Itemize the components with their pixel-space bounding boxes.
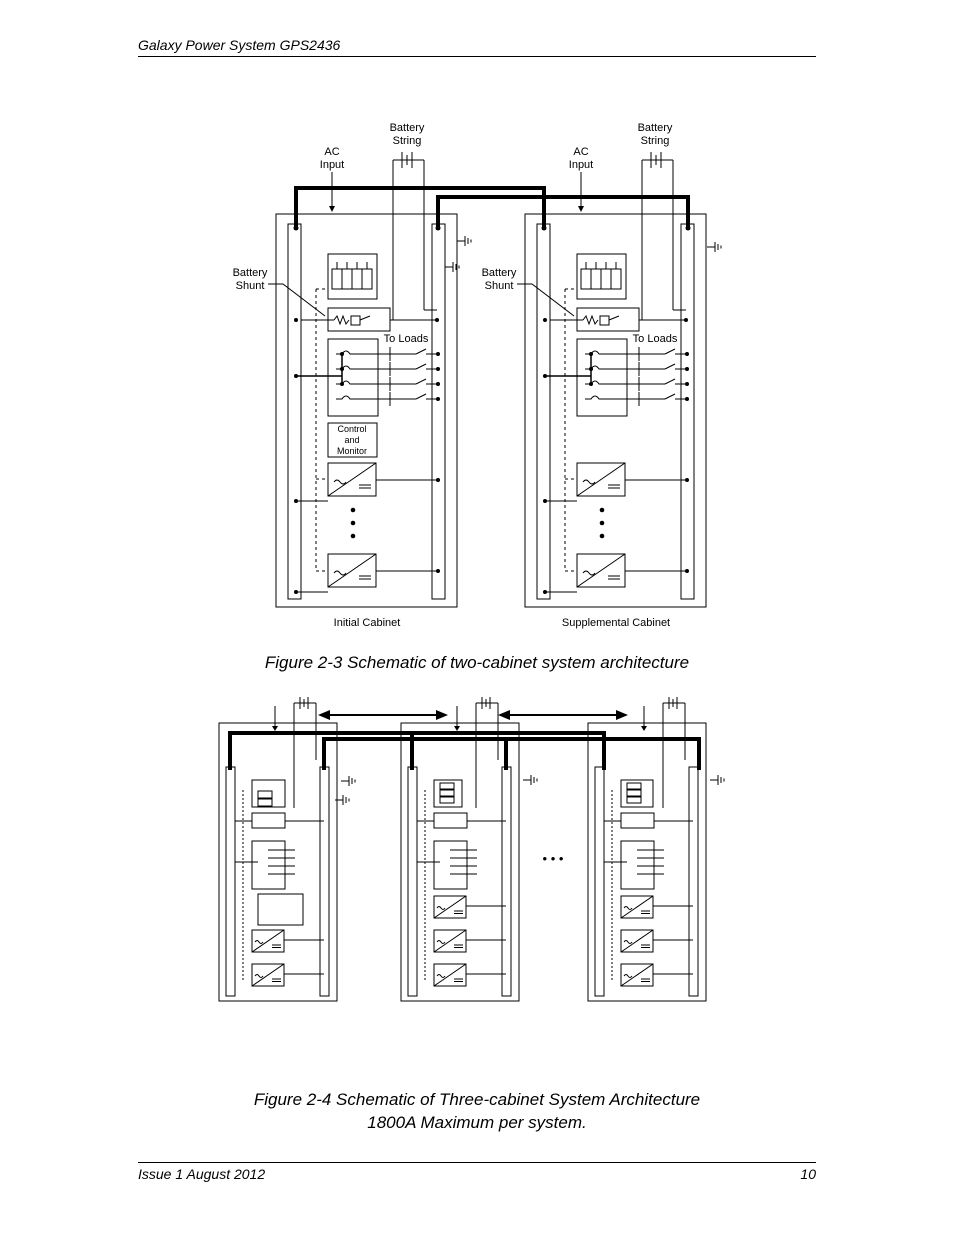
battery-shunt-label-1a: Battery <box>232 267 268 279</box>
to-loads-label-2: To Loads <box>632 333 678 345</box>
control-monitor-label-1: Control <box>337 424 367 434</box>
control-monitor-label-2: and <box>344 435 360 445</box>
ac-input-label-2a: AC <box>573 146 589 158</box>
figure-2-3-caption: Figure 2-3 Schematic of two-cabinet system architecture <box>264 653 690 672</box>
initial-cabinet <box>276 214 457 607</box>
battery-string-1 <box>393 152 437 320</box>
battery-string-label-2a: Battery <box>637 122 673 134</box>
three-cab-control-box <box>258 894 303 925</box>
battery-string-2 <box>642 152 686 320</box>
running-header: Galaxy Power System GPS2436 <box>138 37 341 53</box>
battery-shunt-label-2b: Shunt <box>484 280 514 292</box>
battery-string-label-1b: String <box>392 135 422 147</box>
interconnect-arrow-1 <box>318 710 448 720</box>
battery-shunt-label-1b: Shunt <box>235 280 265 292</box>
figure-2-4-caption-line2: 1800A Maximum per system. <box>367 1113 587 1132</box>
battery-string-label-2b: String <box>640 135 670 147</box>
interconnect-arrow-2 <box>498 710 628 720</box>
page-number: 10 <box>800 1166 816 1182</box>
figure-2-4 <box>219 697 724 1001</box>
initial-cabinet-label: Initial Cabinet <box>333 617 401 629</box>
footer-rule <box>138 1162 816 1163</box>
figure-2-3 <box>233 122 721 629</box>
ac-input-label-1b: Input <box>319 159 345 171</box>
battery-string-label-1a: Battery <box>389 122 425 134</box>
figure-2-4-caption-line1: Figure 2-4 Schematic of Three-cabinet System Architecture <box>253 1090 701 1109</box>
to-loads-label-1: To Loads <box>383 333 429 345</box>
cabinet-ellipsis: • • • <box>542 851 564 866</box>
supplemental-cabinet-label: Supplemental Cabinet <box>561 617 671 629</box>
battery-shunt-label-2a: Battery <box>481 267 517 279</box>
three-cab-bus-positive <box>324 739 699 770</box>
supplemental-cabinet <box>525 214 706 607</box>
ac-input-label-2b: Input <box>568 159 594 171</box>
issue-date: Issue 1 August 2012 <box>138 1166 266 1182</box>
ac-input-label-1a: AC <box>324 146 340 158</box>
control-monitor-label-3: Monitor <box>336 446 368 456</box>
